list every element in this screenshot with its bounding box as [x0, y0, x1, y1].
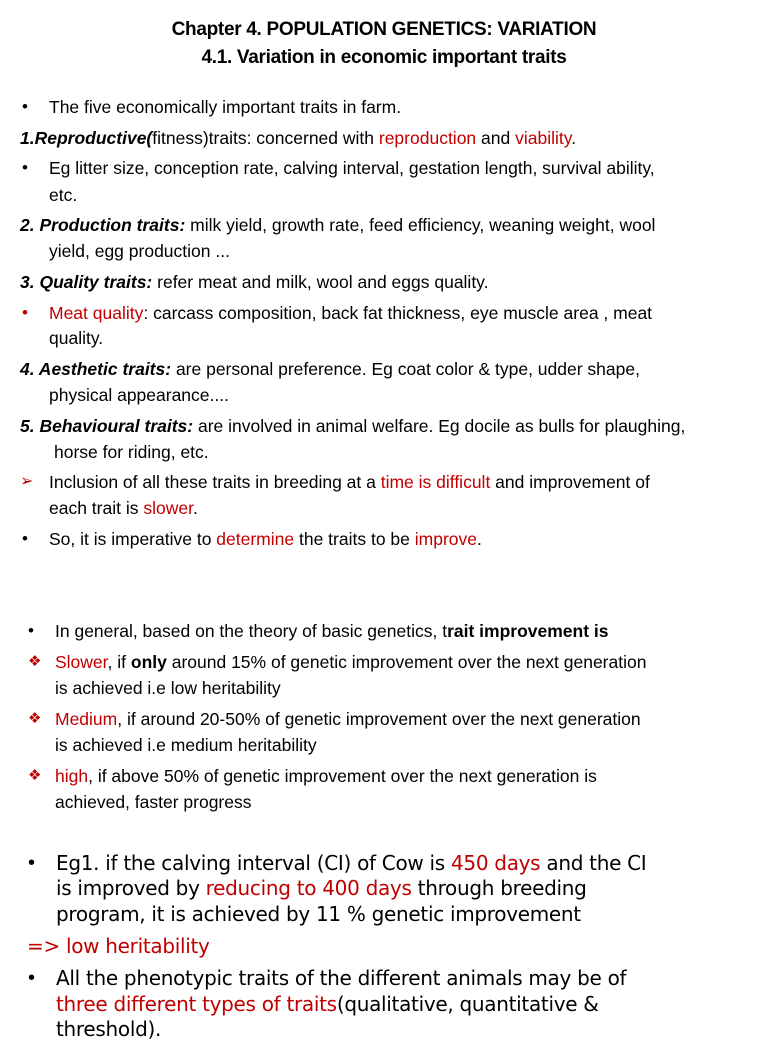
- diamond-bullet-icon: ❖: [28, 767, 42, 784]
- bullet: •: [22, 529, 28, 548]
- aesthetic-traits-line1: 4. Aesthetic traits: are personal preference. Eg coat color & type, udder shape,: [20, 359, 640, 379]
- general-line: In general, based on the theory of basic genetics, trait improvement is: [55, 621, 609, 641]
- reproductive-traits-line: 1.Reproductive(fitness)traits: concerned with reproduction and viability.: [20, 128, 577, 148]
- bullet: •: [22, 97, 28, 116]
- behavioural-traits-line1: 5. Behavioural traits: are involved in animal welfare. Eg docile as bulls for plaughing,: [20, 416, 686, 436]
- bullet: •: [28, 967, 36, 989]
- reproductive-example-line2: etc.: [49, 185, 78, 205]
- aesthetic-traits-line2: physical appearance....: [49, 385, 229, 405]
- production-traits-line2: yield, egg production ...: [49, 241, 230, 261]
- chapter-title: Chapter 4. POPULATION GENETICS: VARIATION: [171, 19, 597, 40]
- high-line2: achieved, faster progress: [55, 792, 252, 812]
- example-line2: is improved by reducing to 400 days through breeding: [56, 876, 587, 900]
- slower-line1: Slower, if only around 15% of genetic improvement over the next generation: [55, 652, 647, 672]
- bullet: •: [28, 621, 34, 640]
- behavioural-traits-line2: horse for riding, etc.: [54, 442, 209, 462]
- slower-line2: is achieved i.e low heritability: [55, 678, 281, 698]
- example-line1: Eg1. if the calving interval (CI) of Cow is 450 days and the CI: [56, 851, 647, 875]
- bullet: •: [28, 852, 36, 874]
- phenotypic-line1: All the phenotypic traits of the different animals may be of: [56, 966, 627, 990]
- inclusion-line2: each trait is slower.: [49, 498, 198, 518]
- example-line3: program, it is achieved by 11 % genetic improvement: [56, 902, 581, 926]
- production-traits-line1: 2. Production traits: milk yield, growth rate, feed efficiency, weaning weight, wool: [20, 215, 656, 235]
- low-heritability-line: => low heritability: [27, 934, 210, 958]
- reproductive-example-line1: Eg litter size, conception rate, calving interval, gestation length, survival ability,: [49, 158, 655, 178]
- phenotypic-line3: threshold).: [56, 1017, 162, 1041]
- phenotypic-line2: three different types of traits(qualitative, quantitative &: [56, 992, 599, 1016]
- imperative-line: So, it is imperative to determine the traits to be improve.: [49, 529, 482, 549]
- bullet: •: [22, 158, 28, 177]
- high-line1: high, if above 50% of genetic improvement over the next generation is: [55, 766, 597, 786]
- diamond-bullet-icon: ❖: [28, 653, 42, 670]
- medium-line2: is achieved i.e medium heritability: [55, 735, 317, 755]
- section-title: 4.1. Variation in economic important traits: [201, 47, 567, 68]
- medium-line1: Medium, if around 20-50% of genetic improvement over the next generation: [55, 709, 641, 729]
- arrow-icon: ➢: [20, 473, 34, 490]
- bullet-red: •: [22, 303, 28, 322]
- diamond-bullet-icon: ❖: [28, 710, 42, 727]
- intro-text: The five economically important traits in farm.: [49, 97, 402, 117]
- meat-quality-line2: quality.: [49, 328, 104, 348]
- inclusion-line1: Inclusion of all these traits in breeding at a time is difficult and improvement of: [49, 472, 650, 492]
- meat-quality-line1: Meat quality: carcass composition, back fat thickness, eye muscle area , meat: [49, 303, 653, 323]
- quality-traits-line: 3. Quality traits: refer meat and milk, wool and eggs quality.: [20, 272, 489, 292]
